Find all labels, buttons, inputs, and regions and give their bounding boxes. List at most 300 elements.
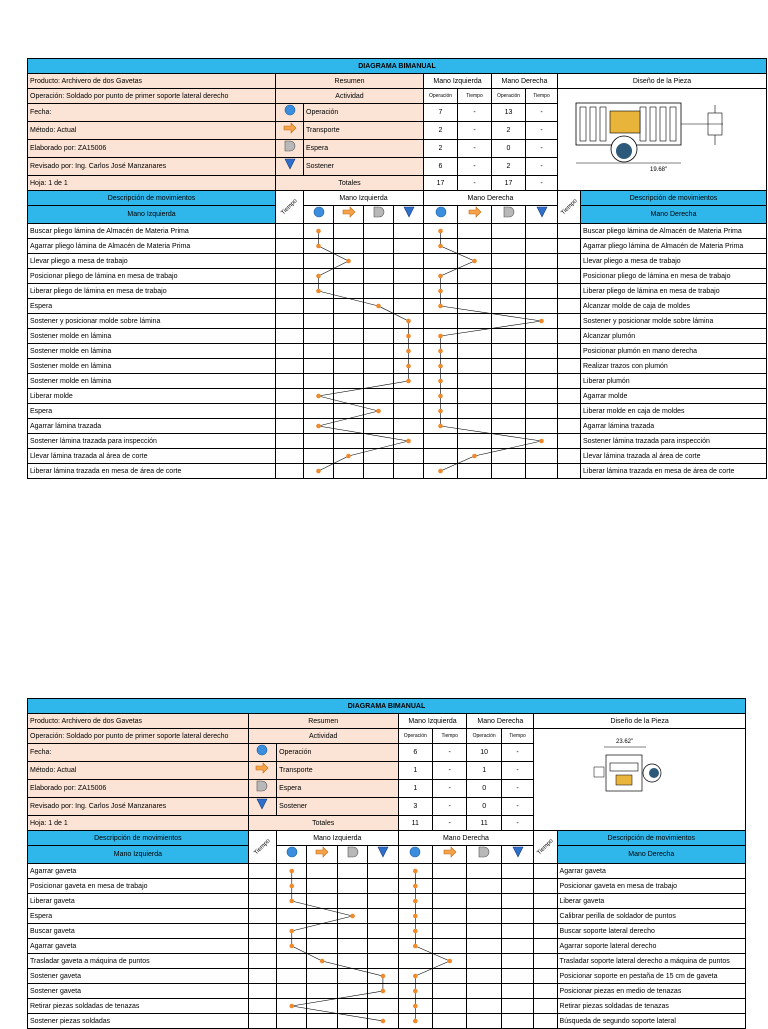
right-symbol-cell [424, 359, 458, 374]
left-step-desc: Espera [28, 909, 249, 924]
left-symbol-cell [304, 314, 334, 329]
sheet2-right-tiempo-text: Tiempo [536, 838, 555, 857]
sheet2-sym-l0 [277, 846, 307, 864]
left-symbol-cell [334, 344, 364, 359]
right-symbol-cell [458, 239, 492, 254]
right-symbol-cell [424, 329, 458, 344]
right-symbol-cell [398, 954, 432, 969]
left-symbol-cell [304, 449, 334, 464]
left-symbol-cell [394, 389, 424, 404]
left-symbol-cell [364, 359, 394, 374]
right-tiempo-cell [534, 909, 557, 924]
left-symbol-cell [334, 419, 364, 434]
sheet2-l-t-col: Tiempo [433, 729, 467, 744]
right-tiempo-cell [558, 239, 581, 254]
left-symbol-cell [364, 464, 394, 479]
left-symbol-cell [277, 969, 307, 984]
left-tiempo-cell [276, 359, 304, 374]
sheet2-act-label-3: Sostener [277, 798, 399, 816]
right-symbol-cell [492, 254, 526, 269]
circle-icon [313, 206, 325, 218]
sheet1-act-lt-0: - [458, 104, 492, 122]
step-row [28, 329, 767, 344]
right-symbol-cell [424, 314, 458, 329]
right-symbol-cell [467, 969, 501, 984]
left-symbol-cell [304, 239, 334, 254]
right-symbol-cell [433, 909, 467, 924]
right-symbol-cell [492, 224, 526, 239]
left-tiempo-cell [276, 389, 304, 404]
right-step-desc: Posicionar gaveta en mesa de trabajo [557, 879, 745, 894]
step-row [28, 299, 767, 314]
left-step-desc: Llevar pliego a mesa de trabajo [28, 254, 276, 269]
left-symbol-cell [394, 224, 424, 239]
right-symbol-cell [458, 404, 492, 419]
left-symbol-cell [304, 329, 334, 344]
right-symbol-cell [492, 344, 526, 359]
right-symbol-cell [501, 969, 533, 984]
sheet1-date: Fecha: [28, 104, 276, 122]
sheet2-act-rop-2: 0 [467, 780, 501, 798]
left-symbol-cell [364, 299, 394, 314]
right-tiempo-cell [558, 269, 581, 284]
right-symbol-cell [492, 449, 526, 464]
left-symbol-cell [334, 404, 364, 419]
sheet2-left-tiempo-text: Tiempo [252, 838, 272, 857]
sheet2-totals-label: Totales [248, 816, 398, 831]
sheet2-table [27, 698, 746, 1029]
left-tiempo-cell [276, 434, 304, 449]
right-tiempo-cell [558, 419, 581, 434]
right-symbol-cell [458, 284, 492, 299]
delay-icon [256, 780, 268, 792]
sheet2-right-hand: Mano Derecha [467, 714, 534, 729]
left-symbol-cell [368, 894, 398, 909]
left-symbol-cell [304, 374, 334, 389]
left-symbol-cell [364, 374, 394, 389]
sheet2-act-rop-0: 10 [467, 744, 501, 762]
sheet1-reviewed-by: Revisado por: Ing. Carlos José Manzanares [28, 158, 276, 176]
right-symbol-cell [424, 389, 458, 404]
circle-icon [284, 104, 296, 116]
sheet2-sym-l3 [368, 846, 398, 864]
sheet1-act-icon-3 [276, 158, 304, 176]
sheet1-act-icon-1 [276, 122, 304, 140]
left-symbol-cell [277, 954, 307, 969]
sheet1-made-by: Elaborado por: ZA15006 [28, 140, 276, 158]
triangle-icon [536, 206, 548, 218]
left-symbol-cell [368, 954, 398, 969]
left-symbol-cell [334, 434, 364, 449]
step-row [28, 404, 767, 419]
left-symbol-cell [364, 254, 394, 269]
right-step-desc: Realizar trazos con plumón [581, 359, 767, 374]
right-symbol-cell [433, 939, 467, 954]
sheet1-sym-r2 [492, 206, 526, 224]
sheet1-act-label-0: Operación [304, 104, 424, 122]
left-symbol-cell [394, 464, 424, 479]
left-step-desc: Liberar gaveta [28, 894, 249, 909]
left-symbol-cell [304, 389, 334, 404]
step-row [28, 879, 746, 894]
step-row [28, 969, 746, 984]
step-row [28, 239, 767, 254]
delay-icon [284, 140, 296, 152]
left-tiempo-cell [276, 464, 304, 479]
sheet1-product: Producto: Archivero de dos Gavetas [28, 74, 276, 89]
left-symbol-cell [364, 419, 394, 434]
right-symbol-cell [458, 449, 492, 464]
right-symbol-cell [526, 239, 558, 254]
right-symbol-cell [501, 954, 533, 969]
right-symbol-cell [424, 404, 458, 419]
left-step-desc: Sostener molde en lámina [28, 359, 276, 374]
step-row [28, 269, 767, 284]
sheet1-page: Hoja: 1 de 1 [28, 176, 276, 191]
right-symbol-cell [424, 269, 458, 284]
sheet1-right-desc-header: Descripción de movimientos [581, 191, 767, 206]
left-tiempo-cell [248, 984, 276, 999]
sheet1-table [27, 58, 767, 479]
right-step-desc: Buscar soporte lateral derecho [557, 924, 745, 939]
sheet2-act-rt-3: - [501, 798, 533, 816]
right-symbol-cell [526, 269, 558, 284]
right-step-desc: Posicionar pliego de lámina en mesa de trabajo [581, 269, 767, 284]
sheet2-total-rop: 11 [467, 816, 501, 831]
right-tiempo-cell [534, 864, 557, 879]
right-symbol-cell [433, 864, 467, 879]
left-symbol-cell [368, 999, 398, 1014]
right-step-desc: Búsqueda de segundo soporte lateral [557, 1014, 745, 1029]
sheet1-l-t-col: Tiempo [458, 89, 492, 104]
right-step-desc: Posicionar piezas en medio de tenazas [557, 984, 745, 999]
left-step-desc: Sostener gaveta [28, 969, 249, 984]
sheet1-act-rop-2: 0 [492, 140, 526, 158]
sheet1-right-tiempo-header [558, 191, 581, 224]
right-symbol-cell [467, 879, 501, 894]
sheet2-act-rt-1: - [501, 762, 533, 780]
right-step-desc: Retirar piezas soldadas de tenazas [557, 999, 745, 1014]
left-symbol-cell [364, 404, 394, 419]
left-symbol-cell [368, 864, 398, 879]
sheet1-left-tiempo-header [276, 191, 304, 224]
step-row [28, 284, 767, 299]
right-symbol-cell [398, 1014, 432, 1029]
delay-icon [347, 846, 359, 858]
sheet1-act-icon-2 [276, 140, 304, 158]
sheet1-design-drawing [558, 89, 767, 191]
left-symbol-cell [304, 269, 334, 284]
left-tiempo-cell [276, 314, 304, 329]
right-step-desc: Agarrar molde [581, 389, 767, 404]
right-symbol-cell [526, 434, 558, 449]
right-symbol-cell [458, 224, 492, 239]
sheet1-act-lop-1: 2 [424, 122, 458, 140]
right-symbol-cell [424, 419, 458, 434]
sheet1-design-title: Diseño de la Pieza [558, 74, 767, 89]
right-step-desc: Buscar pliego lámina de Almacén de Materia Prima [581, 224, 767, 239]
sheet2-total-rt: - [501, 816, 533, 831]
right-symbol-cell [424, 239, 458, 254]
sheet2-dimension: 23.62" [616, 739, 634, 745]
right-symbol-cell [492, 314, 526, 329]
sheet2-product: Producto: Archivero de dos Gavetas [28, 714, 249, 729]
left-symbol-cell [394, 299, 424, 314]
sheet1-total-rop: 17 [492, 176, 526, 191]
right-symbol-cell [398, 864, 432, 879]
sheet2-act-label-0: Operación [277, 744, 399, 762]
left-symbol-cell [304, 299, 334, 314]
sheet1-steps [28, 224, 767, 479]
sheet2-act-icon-2 [248, 780, 276, 798]
left-step-desc: Agarrar lámina trazada [28, 419, 276, 434]
left-step-desc: Espera [28, 299, 276, 314]
left-step-desc: Agarrar gaveta [28, 864, 249, 879]
sheet1-act-rop-1: 2 [492, 122, 526, 140]
left-tiempo-cell [276, 239, 304, 254]
sheet1-resumen: Resumen [276, 74, 424, 89]
right-tiempo-cell [558, 434, 581, 449]
sheet2-r-t-col: Tiempo [501, 729, 533, 744]
sheet2-act-lt-0: - [433, 744, 467, 762]
right-symbol-cell [398, 894, 432, 909]
left-symbol-cell [307, 954, 337, 969]
triangle-icon [512, 846, 524, 858]
sheet2-sym-l1 [307, 846, 337, 864]
left-symbol-cell [364, 344, 394, 359]
left-step-desc: Sostener lámina trazada para inspección [28, 434, 276, 449]
left-symbol-cell [307, 939, 337, 954]
triangle-icon [403, 206, 415, 218]
right-symbol-cell [424, 374, 458, 389]
right-tiempo-cell [534, 924, 557, 939]
left-symbol-cell [368, 984, 398, 999]
right-symbol-cell [526, 449, 558, 464]
arrow-icon [443, 846, 457, 858]
sheet2-piece-drawing [534, 733, 743, 821]
sheet1-total-lt: - [458, 176, 492, 191]
left-symbol-cell [337, 984, 367, 999]
left-symbol-cell [394, 329, 424, 344]
sheet2-act-icon-3 [248, 798, 276, 816]
circle-icon [435, 206, 447, 218]
left-symbol-cell [394, 254, 424, 269]
left-symbol-cell [334, 269, 364, 284]
sheet1-act-rop-0: 13 [492, 104, 526, 122]
sheet1-sym-l2 [364, 206, 394, 224]
sheet1-act-lt-2: - [458, 140, 492, 158]
arrow-icon [342, 206, 356, 218]
right-tiempo-cell [534, 999, 557, 1014]
left-tiempo-cell [276, 269, 304, 284]
sheet1-right-hand-desc: Mano Derecha [581, 206, 767, 224]
sheet1-sym-l1 [334, 206, 364, 224]
right-step-desc: Llevar lámina trazada al área de corte [581, 449, 767, 464]
right-tiempo-cell [558, 254, 581, 269]
right-symbol-cell [492, 284, 526, 299]
sheet2-act-lt-3: - [433, 798, 467, 816]
right-tiempo-cell [534, 1014, 557, 1029]
right-symbol-cell [467, 909, 501, 924]
left-symbol-cell [304, 434, 334, 449]
sheet1-act-lop-3: 6 [424, 158, 458, 176]
left-step-desc: Agarrar pliego lámina de Almacén de Materia Prima [28, 239, 276, 254]
right-symbol-cell [467, 1014, 501, 1029]
left-tiempo-cell [276, 284, 304, 299]
left-step-desc: Retirar piezas soldadas de tenazas [28, 999, 249, 1014]
right-symbol-cell [424, 254, 458, 269]
right-symbol-cell [526, 464, 558, 479]
right-step-desc: Liberar plumón [581, 374, 767, 389]
left-step-desc: Buscar pliego lámina de Almacén de Materia Prima [28, 224, 276, 239]
left-step-desc: Sostener molde en lámina [28, 374, 276, 389]
right-tiempo-cell [534, 894, 557, 909]
sheet2-actividad: Actividad [248, 729, 398, 744]
left-symbol-cell [337, 924, 367, 939]
sheet1-right-hand: Mano Derecha [492, 74, 558, 89]
left-symbol-cell [337, 909, 367, 924]
step-row [28, 864, 746, 879]
left-symbol-cell [394, 374, 424, 389]
right-symbol-cell [458, 299, 492, 314]
right-symbol-cell [458, 464, 492, 479]
right-symbol-cell [492, 464, 526, 479]
right-tiempo-cell [558, 299, 581, 314]
left-tiempo-cell [276, 299, 304, 314]
right-symbol-cell [433, 924, 467, 939]
sheet1-sym-r0 [424, 206, 458, 224]
left-step-desc: Liberar molde [28, 389, 276, 404]
step-row [28, 374, 767, 389]
sheet2-sym-r2 [467, 846, 501, 864]
sheet1-act-lt-3: - [458, 158, 492, 176]
left-symbol-cell [368, 909, 398, 924]
right-tiempo-cell [558, 464, 581, 479]
left-symbol-cell [307, 969, 337, 984]
left-symbol-cell [304, 404, 334, 419]
sheet1-total-lop: 17 [424, 176, 458, 191]
triangle-icon [377, 846, 389, 858]
right-symbol-cell [501, 924, 533, 939]
sheet2-left-hand-header: Mano Izquierda [277, 831, 399, 846]
right-symbol-cell [433, 984, 467, 999]
bimanual-sheet-1 [27, 58, 746, 479]
right-symbol-cell [467, 864, 501, 879]
right-symbol-cell [501, 879, 533, 894]
right-tiempo-cell [558, 449, 581, 464]
left-symbol-cell [394, 344, 424, 359]
left-symbol-cell [337, 1014, 367, 1029]
right-step-desc: Sostener y posicionar molde sobre lámina [581, 314, 767, 329]
left-symbol-cell [334, 449, 364, 464]
step-row [28, 389, 767, 404]
left-step-desc: Trasladar gaveta a máquina de puntos [28, 954, 249, 969]
step-row [28, 984, 746, 999]
sheet1-act-lop-0: 7 [424, 104, 458, 122]
left-symbol-cell [394, 449, 424, 464]
right-tiempo-cell [534, 879, 557, 894]
left-step-desc: Llevar lámina trazada al área de corte [28, 449, 276, 464]
sheet1-sym-l3 [394, 206, 424, 224]
step-row [28, 894, 746, 909]
sheet2-method: Método: Actual [28, 762, 249, 780]
right-symbol-cell [501, 939, 533, 954]
delay-icon [478, 846, 490, 858]
right-symbol-cell [526, 329, 558, 344]
left-symbol-cell [334, 224, 364, 239]
right-symbol-cell [526, 344, 558, 359]
right-symbol-cell [424, 449, 458, 464]
sheet2-sym-l2 [337, 846, 367, 864]
sheet2-left-tiempo-header [248, 831, 276, 864]
left-symbol-cell [368, 969, 398, 984]
right-symbol-cell [398, 939, 432, 954]
step-row [28, 449, 767, 464]
sheet1-act-rt-0: - [526, 104, 558, 122]
triangle-icon [256, 798, 268, 810]
sheet2-act-lop-3: 3 [398, 798, 432, 816]
left-symbol-cell [307, 924, 337, 939]
left-symbol-cell [364, 239, 394, 254]
sheet1-right-tiempo-text: Tiempo [560, 198, 579, 217]
right-symbol-cell [492, 419, 526, 434]
sheet1-totals-label: Totales [276, 176, 424, 191]
circle-icon [256, 744, 268, 756]
left-tiempo-cell [276, 449, 304, 464]
left-symbol-cell [307, 864, 337, 879]
sheet2-total-lop: 11 [398, 816, 432, 831]
left-symbol-cell [277, 879, 307, 894]
sheet1-left-desc-header: Descripción de movimientos [28, 191, 276, 206]
sheet1-act-rt-3: - [526, 158, 558, 176]
sheet1-act-label-1: Transporte [304, 122, 424, 140]
right-step-desc: Liberar lámina trazada en mesa de área de corte [581, 464, 767, 479]
left-tiempo-cell [276, 254, 304, 269]
left-symbol-cell [277, 984, 307, 999]
left-tiempo-cell [276, 329, 304, 344]
sheet2-date: Fecha: [28, 744, 249, 762]
right-symbol-cell [526, 254, 558, 269]
right-tiempo-cell [558, 224, 581, 239]
sheet2-act-lt-1: - [433, 762, 467, 780]
left-symbol-cell [364, 314, 394, 329]
left-tiempo-cell [248, 954, 276, 969]
sheet2-right-hand-desc: Mano Derecha [557, 846, 745, 864]
right-tiempo-cell [558, 389, 581, 404]
right-symbol-cell [424, 344, 458, 359]
left-step-desc: Sostener molde en lámina [28, 344, 276, 359]
left-symbol-cell [334, 329, 364, 344]
step-row [28, 939, 746, 954]
sheet1-act-rop-3: 2 [492, 158, 526, 176]
left-symbol-cell [307, 909, 337, 924]
sheet2-left-hand-desc: Mano Izquierda [28, 846, 249, 864]
right-symbol-cell [433, 879, 467, 894]
left-symbol-cell [334, 314, 364, 329]
right-tiempo-cell [534, 969, 557, 984]
sheet2-right-tiempo-header [534, 831, 557, 864]
left-symbol-cell [334, 239, 364, 254]
sheet2-page: Hoja: 1 de 1 [28, 816, 249, 831]
right-step-desc: Calibrar perilla de soldador de puntos [557, 909, 745, 924]
step-row [28, 924, 746, 939]
step-row [28, 419, 767, 434]
right-symbol-cell [492, 239, 526, 254]
right-tiempo-cell [558, 284, 581, 299]
right-symbol-cell [433, 1014, 467, 1029]
right-symbol-cell [458, 359, 492, 374]
left-symbol-cell [304, 284, 334, 299]
